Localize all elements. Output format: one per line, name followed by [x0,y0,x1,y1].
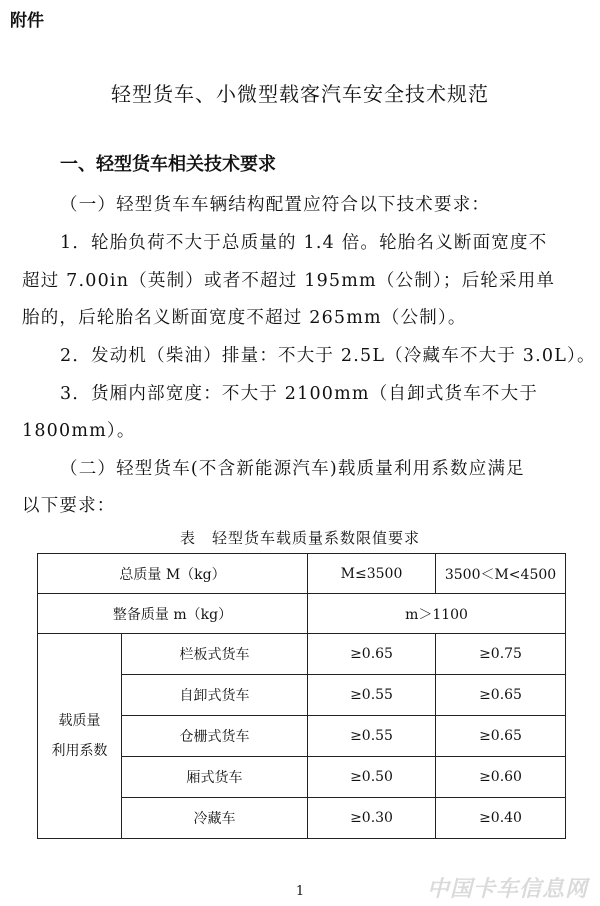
paragraph-line: 以下要求： [22,496,116,516]
spec-table [37,553,566,839]
table-cell: 整备质量 m（kg） [38,594,308,634]
table-cell: ≥0.60 [436,757,566,798]
table-cell: ≥0.30 [308,798,436,839]
table-cell: ≥0.75 [436,634,566,675]
table-caption: 表 轻型货车载质量系数限值要求 [179,529,420,547]
page-number: 1 [295,884,305,899]
paragraph-line: 1800mm）。 [22,421,136,441]
paragraph-line: 1．轮胎负荷不大于总质量的 1.4 倍。轮胎名义断面宽度不 [60,233,548,253]
watermark: 中国卡车信息网 [426,877,588,902]
table-cell: ≥0.55 [308,716,436,757]
table-header-cell: M≤3500 [308,554,436,594]
paragraph-line: 3．货厢内部宽度：不大于 2100mm（自卸式货车不大于 [60,384,539,404]
attachment-label: 附件 [10,11,44,31]
table-cell: 仓栅式货车 [122,716,308,757]
table-row [38,634,566,675]
table-header-cell: 3500＜M<4500 [436,554,566,594]
table-cell: m＞1100 [308,594,566,634]
table-row [38,594,566,634]
table-cell: 栏板式货车 [122,634,308,675]
table-cell: ≥0.50 [308,757,436,798]
group-label: 载质量 [58,713,101,729]
table-cell: ≥0.40 [436,798,566,839]
table-cell: 厢式货车 [122,757,308,798]
table-group-cell [38,634,122,839]
paragraph-line: 胎的，后轮胎名义断面宽度不超过 265mm（公制）。 [22,308,467,328]
table-cell: ≥0.55 [308,675,436,716]
table-cell: ≥0.65 [308,634,436,675]
paragraph-line: 超过 7.00in（英制）或者不超过 195mm（公制）；后轮采用单 [22,271,556,291]
table-cell: ≥0.65 [436,716,566,757]
table-cell: 冷藏车 [122,798,308,839]
table-cell: ≥0.65 [436,675,566,716]
subsection-heading: （二）轻型货车(不含新能源汽车)载质量利用系数应满足 [60,459,525,479]
table-row [38,554,566,594]
table-cell: 自卸式货车 [122,675,308,716]
section-heading: 一、轻型货车相关技术要求 [60,154,276,175]
subsection-heading: （一）轻型货车车辆结构配置应符合以下技术要求： [60,195,491,215]
group-label: 利用系数 [51,743,108,759]
paragraph-line: 2．发动机（柴油）排量：不大于 2.5L（冷藏车不大于 3.0L）。 [60,346,596,366]
table-header-cell: 总质量 M（kg） [38,554,308,594]
document-title: 轻型货车、小微型载客汽车安全技术规范 [111,82,489,106]
